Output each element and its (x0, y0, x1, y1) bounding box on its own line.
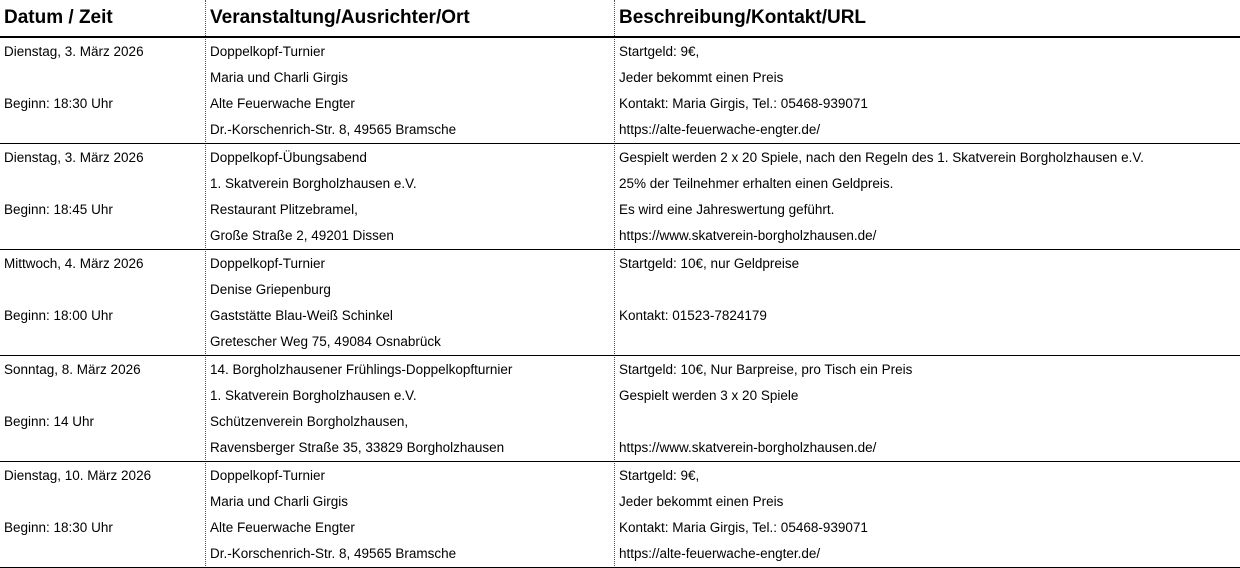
event-date: Mittwoch, 4. März 2026 (4, 256, 144, 271)
event-row (0, 462, 1240, 568)
event-organizer: 1. Skatverein Borgholzhausen e.V. (210, 176, 417, 191)
event-desc-line: Gespielt werden 3 x 20 Spiele (619, 388, 799, 403)
event-desc-line: Gespielt werden 2 x 20 Spiele, nach den Regeln des 1. Skatverein Borgholzhausen e.V. (619, 150, 1144, 165)
event-venue: Gaststätte Blau-Weiß Schinkel (210, 308, 393, 323)
event-begin: Beginn: 18:30 Uhr (4, 520, 113, 535)
header-event: Veranstaltung/Ausrichter/Ort (210, 7, 470, 28)
event-url[interactable]: https://www.skatverein-borgholzhausen.de/ (619, 228, 877, 243)
event-venue: Restaurant Plitzebramel, (210, 202, 358, 217)
event-url[interactable]: https://alte-feuerwache-engter.de/ (619, 122, 821, 137)
table-header (0, 0, 1240, 38)
event-begin: Beginn: 18:30 Uhr (4, 96, 113, 111)
event-desc-line: Kontakt: Maria Girgis, Tel.: 05468-939071 (619, 96, 868, 111)
event-date: Dienstag, 10. März 2026 (4, 468, 152, 483)
event-url[interactable]: https://alte-feuerwache-engter.de/ (619, 546, 821, 561)
event-row (0, 38, 1240, 144)
event-desc-line: Startgeld: 9€, (619, 44, 700, 59)
header-date: Datum / Zeit (4, 7, 113, 28)
header-description: Beschreibung/Kontakt/URL (619, 7, 867, 28)
event-address: Gretescher Weg 75, 49084 Osnabrück (210, 334, 441, 349)
event-url[interactable]: https://www.skatverein-borgholzhausen.de/ (619, 440, 877, 455)
event-title: Doppelkopf-Turnier (210, 468, 326, 483)
event-desc-line: Kontakt: Maria Girgis, Tel.: 05468-939071 (619, 520, 868, 535)
event-desc-line: Startgeld: 10€, nur Geldpreise (619, 256, 800, 271)
event-desc-line: Jeder bekommt einen Preis (619, 70, 784, 85)
event-address: Dr.-Korschenrich-Str. 8, 49565 Bramsche (210, 546, 457, 561)
event-title: Doppelkopf-Turnier (210, 44, 326, 59)
event-desc-line: 25% der Teilnehmer erhalten einen Geldpreis. (619, 176, 894, 191)
event-address: Große Straße 2, 49201 Dissen (210, 228, 394, 243)
event-venue: Schützenverein Borgholzhausen, (210, 414, 409, 429)
event-date: Dienstag, 3. März 2026 (4, 150, 144, 165)
event-date: Sonntag, 8. März 2026 (4, 362, 141, 377)
event-organizer: Maria und Charli Girgis (210, 70, 349, 85)
event-row (0, 356, 1240, 462)
event-desc-line: Es wird eine Jahreswertung geführt. (619, 202, 835, 217)
event-date: Dienstag, 3. März 2026 (4, 44, 144, 59)
event-address: Ravensberger Straße 35, 33829 Borgholzhausen (210, 440, 505, 455)
event-begin: Beginn: 18:45 Uhr (4, 202, 113, 217)
event-organizer: Denise Griepenburg (210, 282, 331, 297)
event-address: Dr.-Korschenrich-Str. 8, 49565 Bramsche (210, 122, 457, 137)
event-venue: Alte Feuerwache Engter (210, 96, 355, 111)
event-begin: Beginn: 14 Uhr (4, 414, 95, 429)
event-organizer: Maria und Charli Girgis (210, 494, 349, 509)
event-venue: Alte Feuerwache Engter (210, 520, 355, 535)
event-url (619, 329, 1240, 355)
event-title: 14. Borgholzhausener Frühlings-Doppelkopfturnier (210, 362, 513, 377)
event-row (0, 250, 1240, 356)
event-desc-line (619, 409, 1240, 435)
event-title: Doppelkopf-Übungsabend (210, 150, 367, 165)
event-row (0, 144, 1240, 250)
event-desc-line: Startgeld: 9€, (619, 468, 700, 483)
event-title: Doppelkopf-Turnier (210, 256, 326, 271)
event-begin: Beginn: 18:00 Uhr (4, 308, 113, 323)
event-desc-line: Jeder bekommt einen Preis (619, 494, 784, 509)
event-desc-line: Startgeld: 10€, Nur Barpreise, pro Tisch ein Preis (619, 362, 913, 377)
event-desc-line: Kontakt: 01523-7824179 (619, 308, 767, 323)
event-organizer: 1. Skatverein Borgholzhausen e.V. (210, 388, 417, 403)
event-desc-line (619, 277, 1240, 303)
